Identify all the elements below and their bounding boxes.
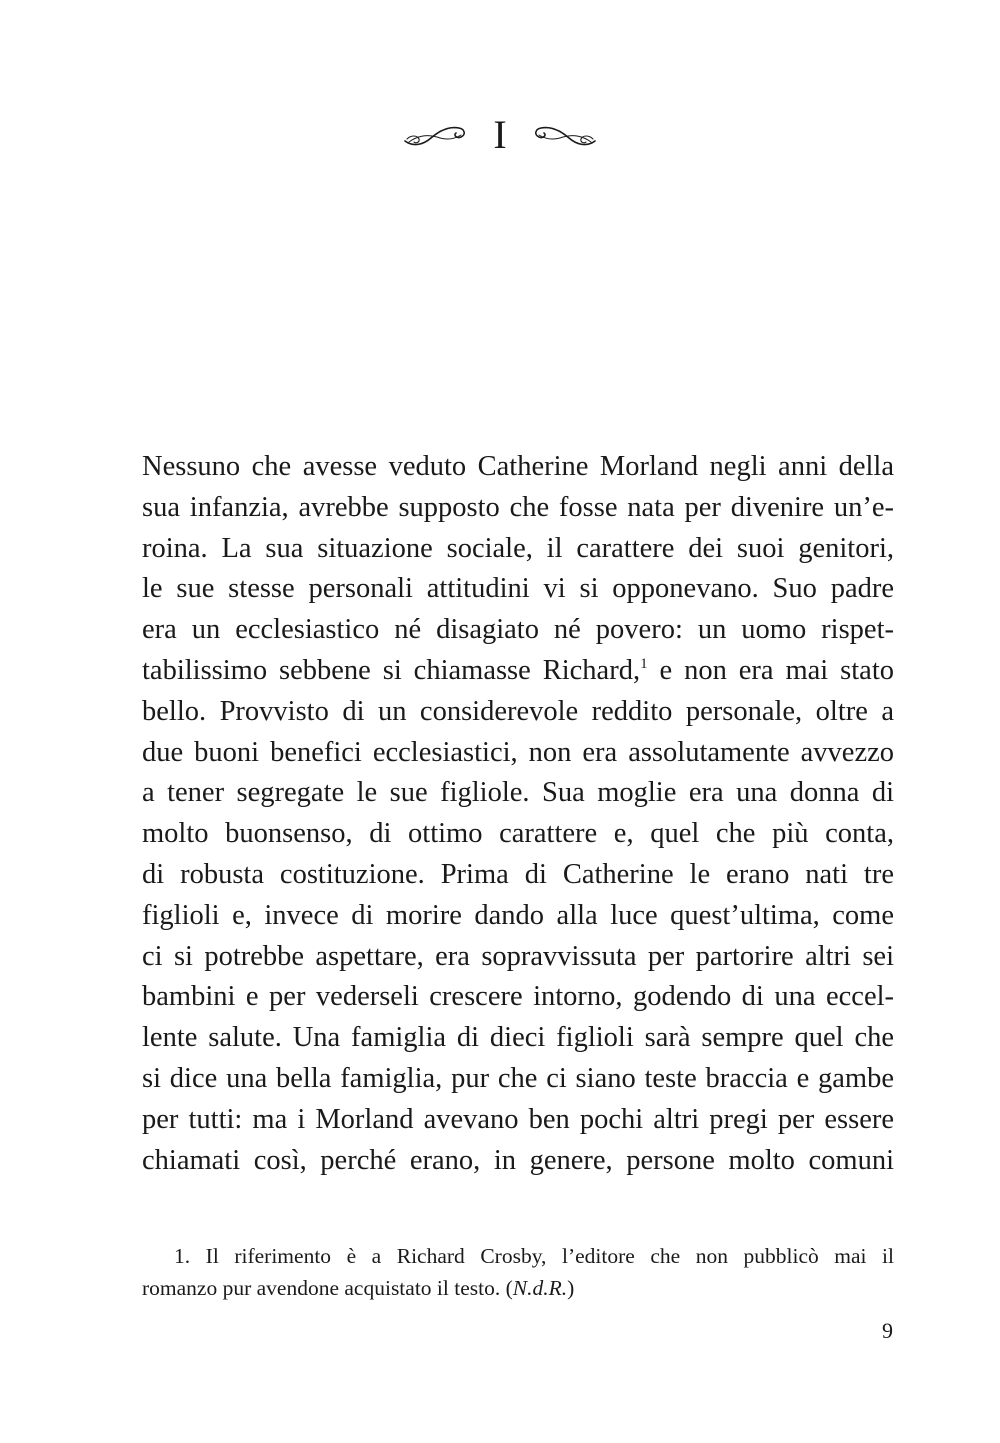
text-line-with-footnote <box>142 651 894 692</box>
text-segment: tabilissimo sebbene si chiamasse Richard, <box>142 654 641 686</box>
flourish-ornament-icon <box>533 122 597 148</box>
text-line: roina. La sua situazione sociale, il carattere dei suoi genitori, <box>142 532 894 564</box>
footnote-reference[interactable]: 1 <box>640 655 648 672</box>
text-line: bambini e per vederseli crescere intorno, godendo di una eccel- <box>142 981 894 1013</box>
text-line: due buoni benefici ecclesiastici, non era assolutamente avvezzo <box>142 736 894 768</box>
text-line: lente salute. Una famiglia di dieci figlioli sarà sempre quel che <box>142 1022 894 1054</box>
page-number: 9 <box>882 1318 893 1343</box>
text-line: bello. Provvisto di un considerevole reddito personale, oltre a <box>142 695 894 727</box>
text-line: ci si potrebbe aspettare, era sopravvissuta per partorire altri sei <box>142 940 894 972</box>
text-line: a tener segregate le sue figliole. Sua moglie era una donna di <box>142 777 894 809</box>
text-line: molto buonsenso, di ottimo carattere e, quel che più conta, <box>142 818 894 850</box>
text-line: di robusta costituzione. Prima di Catherine le erano nati tre <box>142 858 894 890</box>
footnote-text: ) <box>567 1276 575 1300</box>
text-segment: e non era mai stato <box>647 654 894 686</box>
flourish-ornament-icon <box>403 122 467 148</box>
chapter-heading <box>0 100 1000 170</box>
chapter-numeral: I <box>493 112 507 157</box>
text-line: sua infanzia, avrebbe supposto che fosse nata per divenire un’e- <box>142 491 894 523</box>
text-line: si dice una bella famiglia, pur che ci siano teste braccia e gambe <box>142 1062 894 1094</box>
footnote-line: 1. Il riferimento è a Richard Crosby, l’editore che non pubblicò mai il <box>174 1244 894 1268</box>
text-line: era un ecclesiastico né disagiato né povero: un uomo rispet- <box>142 614 894 646</box>
text-line: le sue stesse personali attitudini vi si opponevano. Suo padre <box>142 573 894 605</box>
footnote-line <box>142 1272 894 1304</box>
footnote-abbreviation: N.d.R. <box>512 1276 568 1300</box>
text-line: per tutti: ma i Morland avevano ben pochi altri pregi per essere <box>142 1103 894 1135</box>
body-paragraph <box>142 447 894 1181</box>
footnote <box>142 1240 894 1304</box>
text-line: chiamati così, perché erano, in genere, persone molto comuni <box>142 1144 894 1176</box>
text-line: figlioli e, invece di morire dando alla luce quest’ultima, come <box>142 899 894 931</box>
footnote-text: romanzo pur avendone acquistato il testo. ( <box>142 1276 513 1300</box>
text-line: Nessuno che avesse veduto Catherine Morland negli anni della <box>142 451 894 482</box>
